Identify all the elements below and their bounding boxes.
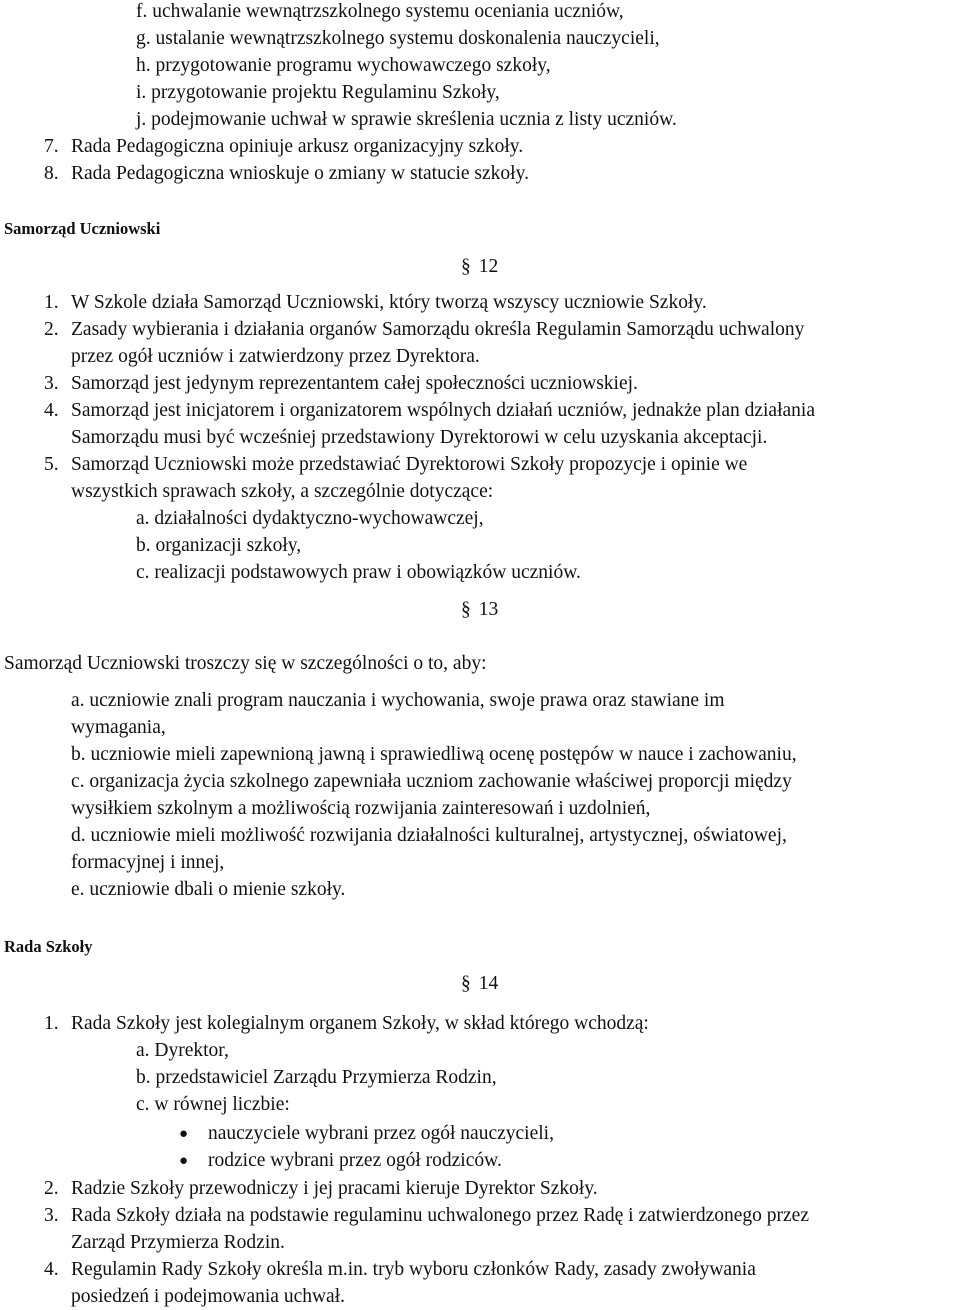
paragraph-continuation: wszystkich sprawach szkoły, a szczególnie dotyczące: [71,481,494,502]
item-number: 2. [44,1178,59,1199]
list-item-continuation: wysiłkiem szkolnym a możliwością rozwijania zainteresowań i uzdolnień, [71,798,651,819]
list-item: d. uczniowie mieli możliwość rozwijania działalności kulturalnej, artystycznej, oświatowej, [71,825,787,846]
paragraph-continuation: Samorządu musi być wcześniej przedstawiony Dyrektorowi w celu uzyskania akceptacji. [71,427,768,448]
paragraph: Samorząd Uczniowski może przedstawiać Dyrektorowi Szkoły propozycje i opinie we [71,454,748,475]
paragraph: Regulamin Rady Szkoły określa m.in. tryb wyboru członków Rady, zasady zwoływania [71,1259,756,1280]
paragraph: Radzie Szkoły przewodniczy i jej pracami kieruje Dyrektor Szkoły. [71,1178,598,1199]
paragraph: Rada Szkoły działa na podstawie regulaminu uchwalonego przez Radę i zatwierdzonego przez [71,1205,809,1226]
item-number: 4. [44,400,59,421]
list-item: b. przedstawiciel Zarządu Przymierza Rodzin, [136,1067,497,1088]
list-item-continuation: wymagania, [71,717,166,738]
list-item: c. w równej liczbie: [136,1094,290,1115]
section-symbol: § [461,973,471,994]
list-item: j. podejmowanie uchwał w sprawie skreślenia ucznia z listy uczniów. [136,109,677,130]
list-item: c. realizacji podstawowych praw i obowiązków uczniów. [136,562,581,583]
paragraph: Zasady wybierania i działania organów Samorządu określa Regulamin Samorządu uchwalony [71,319,805,340]
item-number: 4. [44,1259,59,1280]
section-heading: Samorząd Uczniowski [4,219,161,238]
section-number [461,974,498,994]
paragraph: Rada Pedagogiczna opiniuje arkusz organizacyjny szkoły. [71,136,524,157]
list-item: i. przygotowanie projektu Regulaminu Szkoły, [136,82,500,103]
list-item: c. organizacja życia szkolnego zapewniała uczniom zachowanie właściwej proporcji między [71,771,792,792]
item-number: 8. [44,163,59,184]
item-number: 7. [44,136,59,157]
paragraph-continuation: Zarząd Przymierza Rodzin. [71,1232,285,1253]
item-number: 1. [44,1013,59,1034]
list-item: b. uczniowie mieli zapewnioną jawną i sprawiedliwą ocenę postępów w nauce i zachowaniu, [71,744,797,765]
list-item: a. uczniowie znali program nauczania i wychowania, swoje prawa oraz stawiane im [71,690,725,711]
list-item: f. uchwalanie wewnątrzszkolnego systemu oceniania uczniów, [136,1,624,22]
section-number-value: 14 [478,973,499,994]
paragraph: Samorząd jest inicjatorem i organizatorem wspólnych działań uczniów, jednakże plan działania [71,400,815,421]
bullet-item: rodzice wybrani przez ogół rodziców. [208,1150,502,1171]
list-item: a. działalności dydaktyczno-wychowawczej, [136,508,484,529]
bullet-item: nauczyciele wybrani przez ogół nauczycieli, [208,1123,554,1144]
list-item: e. uczniowie dbali o mienie szkoły. [71,879,346,900]
section-symbol: § [461,256,471,277]
list-item: h. przygotowanie programu wychowawczego szkoły, [136,55,551,76]
paragraph-continuation: posiedzeń i podejmowania uchwał. [71,1286,345,1307]
item-number: 1. [44,292,59,313]
item-number: 3. [44,373,59,394]
list-item: g. ustalanie wewnątrzszkolnego systemu doskonalenia nauczycieli, [136,28,660,49]
bullet-icon: ● [179,1126,189,1142]
section-number-value: 12 [478,256,499,277]
section-number [461,257,498,277]
paragraph: W Szkole działa Samorząd Uczniowski, który tworzą wszyscy uczniowie Szkoły. [71,292,707,313]
paragraph: Rada Pedagogiczna wnioskuje o zmiany w statucie szkoły. [71,163,529,184]
list-item-continuation: formacyjnej i innej, [71,852,225,873]
section-heading: Rada Szkoły [4,937,93,956]
list-item: a. Dyrektor, [136,1040,229,1061]
paragraph: Rada Szkoły jest kolegialnym organem Szkoły, w skład którego wchodzą: [71,1013,649,1034]
section-number [461,600,498,620]
item-number: 3. [44,1205,59,1226]
item-number: 5. [44,454,59,475]
paragraph-continuation: przez ogół uczniów i zatwierdzony przez Dyrektora. [71,346,480,367]
paragraph: Samorząd jest jedynym reprezentantem całej społeczności uczniowskiej. [71,373,638,394]
item-number: 2. [44,319,59,340]
list-item: b. organizacji szkoły, [136,535,302,556]
section-symbol: § [461,599,471,620]
paragraph: Samorząd Uczniowski troszczy się w szczególności o to, aby: [4,653,487,674]
bullet-icon: ● [179,1153,189,1169]
section-number-value: 13 [478,599,499,620]
